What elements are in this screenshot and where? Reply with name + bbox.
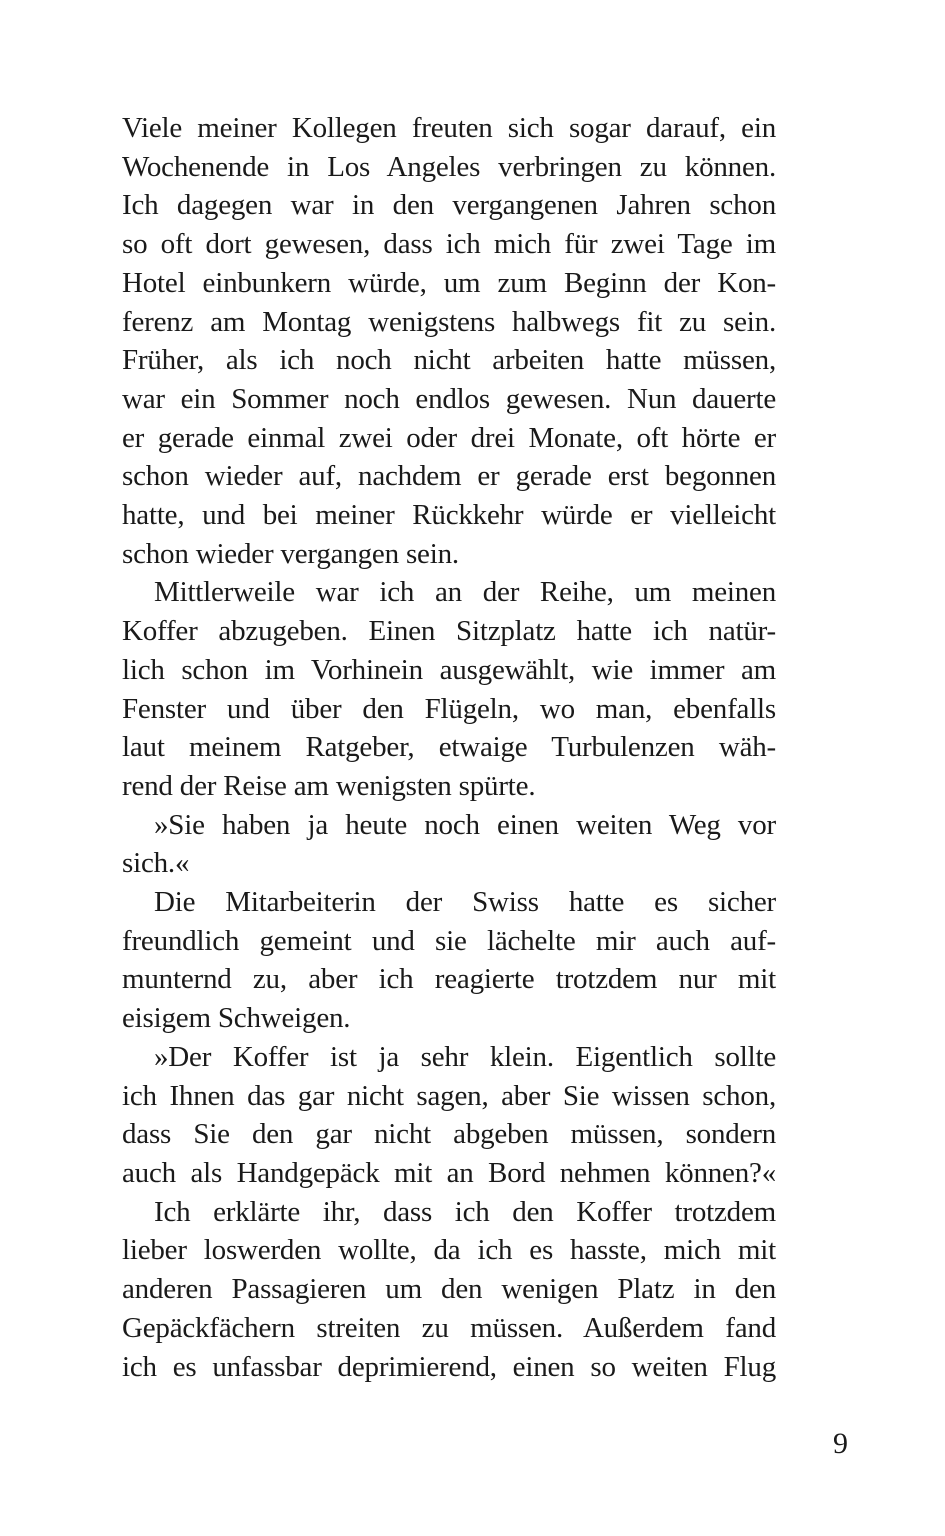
text-line: ich es unfassbar deprimierend, einen so weiten Flug — [122, 1350, 776, 1383]
text-line: »Sie haben ja heute noch einen weiten Weg vor — [154, 808, 776, 841]
text-line: anderen Passagieren um den wenigen Platz in den — [122, 1273, 776, 1306]
text-line: Hotel einbunkern würde, um zum Beginn der Kon- — [122, 266, 776, 299]
text-line: rend der Reise am wenigsten spürte. — [122, 769, 536, 802]
page-number: 9 — [833, 1427, 848, 1460]
text-line: munternd zu, aber ich reagierte trotzdem nur mit — [122, 963, 776, 996]
text-line: Fenster und über den Flügeln, wo man, ebenfalls — [122, 692, 776, 725]
text-line: ferenz am Montag wenigstens halbwegs fit zu sein. — [122, 305, 776, 338]
text-line: Gepäckfächern streiten zu müssen. Außerdem fand — [122, 1311, 776, 1344]
text-line: er gerade einmal zwei oder drei Monate, oft hörte er — [122, 421, 776, 454]
text-line: Die Mitarbeiterin der Swiss hatte es sicher — [154, 886, 776, 919]
text-line: Koffer abzugeben. Einen Sitzplatz hatte ich natür- — [122, 615, 776, 648]
text-line: freundlich gemeint und sie lächelte mir auch auf- — [122, 924, 776, 957]
text-line: Mittlerweile war ich an der Reihe, um meinen — [154, 576, 776, 609]
text-line: hatte, und bei meiner Rückkehr würde er vielleicht — [122, 499, 776, 532]
text-line: schon wieder auf, nachdem er gerade erst begonnen — [122, 460, 776, 493]
text-line: eisigem Schweigen. — [122, 1002, 351, 1035]
text-line: Ich erklärte ihr, dass ich den Koffer trotzdem — [154, 1195, 776, 1228]
text-line: »Der Koffer ist ja sehr klein. Eigentlich sollte — [154, 1040, 776, 1073]
text-line: dass Sie den gar nicht abgeben müssen, sondern — [122, 1118, 776, 1151]
text-line: Früher, als ich noch nicht arbeiten hatte müssen, — [122, 344, 776, 377]
text-block — [122, 109, 776, 1386]
text-line: auch als Handgepäck mit an Bord nehmen können?« — [122, 1156, 776, 1189]
text-line: schon wieder vergangen sein. — [122, 537, 459, 570]
text-line: Ich dagegen war in den vergangenen Jahren schon — [122, 189, 776, 222]
text-line: Viele meiner Kollegen freuten sich sogar darauf, ein — [122, 112, 776, 144]
text-line: ich Ihnen das gar nicht sagen, aber Sie wissen schon, — [122, 1079, 776, 1112]
text-line: laut meinem Ratgeber, etwaige Turbulenzen wäh- — [122, 731, 776, 764]
text-line: Wochenende in Los Angeles verbringen zu können. — [122, 150, 776, 183]
text-line: war ein Sommer noch endlos gewesen. Nun dauerte — [122, 382, 776, 415]
text-line: so oft dort gewesen, dass ich mich für zwei Tage im — [122, 228, 776, 261]
text-line: lieber loswerden wollte, da ich es hasste, mich mit — [122, 1234, 776, 1267]
text-line: sich.« — [122, 847, 190, 880]
text-line: lich schon im Vorhinein ausgewählt, wie immer am — [122, 653, 776, 686]
